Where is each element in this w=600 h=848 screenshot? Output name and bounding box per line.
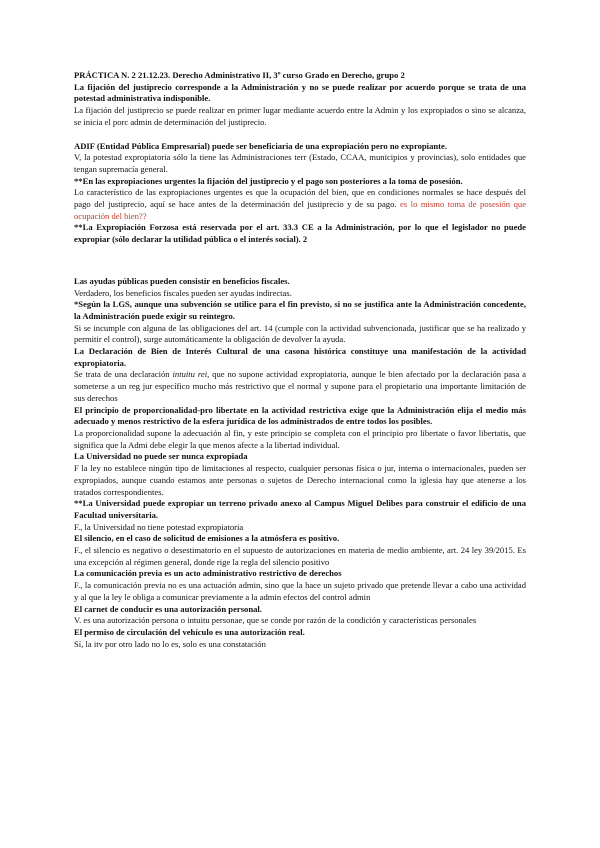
answer: [74, 187, 526, 222]
answer: F., la Universidad no tiene potestad expropiatoria: [74, 521, 244, 532]
statement: El principio de proporcionalidad-pro libertate en la actividad restrictiva exige que la Administración elija el medio más adecuado y menos restrictivo de la esfera jurídica de los administrados de entre todos los posibles.: [74, 404, 526, 427]
statement: *Según la LGS, aunque una subvención se utilice para el fin previsto, si no se justifica ante la Administración concedente, la Administración puede exigir su reintegro.: [74, 299, 526, 321]
document-title: PRÁCTICA N. 2 21.12.23. Derecho Administrativo II, 3º curso Grado en Derecho, grupo 2: [74, 70, 405, 80]
answer: F la ley no establece ningún tipo de limitaciones al respecto, cualquier personas física o jur, interna o internacionales, pueden ser expropiados, aunque cuando estamos ante personas o sujetos de Derecho internacional como la iglesia hay que atenerse a los tratados correspondientes.: [74, 463, 526, 497]
statement: La comunicación previa es un acto administrativo restrictivo de derechos: [74, 568, 342, 579]
statement: El silencio, en el caso de solicitud de emisiones a la atmósfera es positivo.: [74, 533, 340, 544]
answer: Verdadero, los beneficios fiscales pueden ser ayudas indirectas.: [74, 287, 292, 298]
latin-term: intuitu rei: [172, 369, 208, 380]
answer: Si se incumple con alguna de las obligaciones del art. 14 (cumple con la actividad subvencionada, justificar que se ha realizado y permitir el control), surge automáticamente la obligación de devolver la ayuda.: [74, 322, 526, 345]
statement: La fijación del justiprecio corresponde a la Administración y no se puede realizar por acuerdo porque se trata de una potestad administrativa indisponible.: [74, 81, 526, 104]
statement: Las ayudas públicas pueden consistir en beneficios fiscales.: [74, 275, 290, 286]
statement: La Declaración de Bien de Interés Cultural de una casona histórica constituye una manifestación de la actividad expropiatoria.: [74, 346, 526, 368]
answer: La fijación del justiprecio se puede realizar en primer lugar mediante acuerdo entre la Admin y los expropiados o sino se alcanza, se inicia el porc admin de determinación del justiprecio.: [74, 105, 526, 127]
statement: El permiso de circulación del vehículo es una autorización real.: [74, 626, 305, 637]
red-comment: es lo mismo toma de posesión que ocupación del bien??: [74, 199, 527, 221]
spacer: [74, 129, 526, 141]
answer: F., el silencio es negativo o desestimatorio en el supuesto de autorizaciones en materia de medio ambiente, art. 24 ley 39/2015. Es una excepción al régimen general, donde rige la regla del silencio positivo: [74, 545, 526, 567]
answer-text: , que no supone actividad expropiatoria, aunque le bien afectado por la declaración pasa a someterse a un reg jur específico mucho más restrictivo que el normal y supone para el propietario una importante limitación de sus derechos: [74, 369, 526, 403]
spacer: [74, 246, 526, 276]
answer: V. es una autorización persona o intuitu personae, que se conde por razón de la condición y características personales: [74, 615, 477, 626]
statement: **En las expropiaciones urgentes la fijación del justiprecio y el pago son posteriores a la toma de posesión.: [74, 175, 463, 186]
statement: ADIF (Entidad Pública Empresarial) puede ser beneficiaria de una expropiación pero no expropiante.: [74, 140, 447, 151]
answer-text: Lo característico de las expropiaciones urgentes es que la ocupación del bien, que en condiciones normales se hace después del pago del justiprecio, aquí se hace antes de la determinación del justiprecio y de su pago.: [74, 187, 526, 210]
answer: [74, 369, 526, 404]
document-body: [74, 70, 526, 650]
answer: V, la potestad expropiatoria sólo la tiene las Administraciones terr (Estado, CCAA, municipios y provincias), solo entidades que tengan supremacía general.: [74, 152, 526, 174]
answer: F., la comunicación previa no es una actuación admin, sino que la hace un sujeto privado que pretende llevar a cabo una actividad y al que la ley le obliga a comunicar previamente a la admin efectos del control admin: [74, 580, 526, 602]
answer: La proporcionalidad supone la adecuación al fin, y este principio se completa con el principio pro libertate o favor libertatis, que significa que la Admi debe elegir la que menos afecte a la libertad individual.: [74, 427, 526, 450]
answer: Sí, la itv por otro lado no lo es, solo es una constatación: [74, 638, 266, 649]
statement: La Universidad no puede ser nunca expropiada: [74, 451, 248, 462]
statement: **La Universidad puede expropiar un terreno privado anexo al Campus Miguel Delibes para construir el edificio de una Facultad universitaria.: [74, 498, 526, 520]
statement: **La Expropiación Forzosa está reservada por el art. 33.3 CE a la Administración, por lo que el legislador no puede expropiar (sólo declarar la utilidad pública o el interés social). 2: [74, 222, 526, 245]
statement: El carnet de conducir es una autorización personal.: [74, 603, 262, 614]
answer-text: Se trata de una declaración: [74, 369, 173, 380]
